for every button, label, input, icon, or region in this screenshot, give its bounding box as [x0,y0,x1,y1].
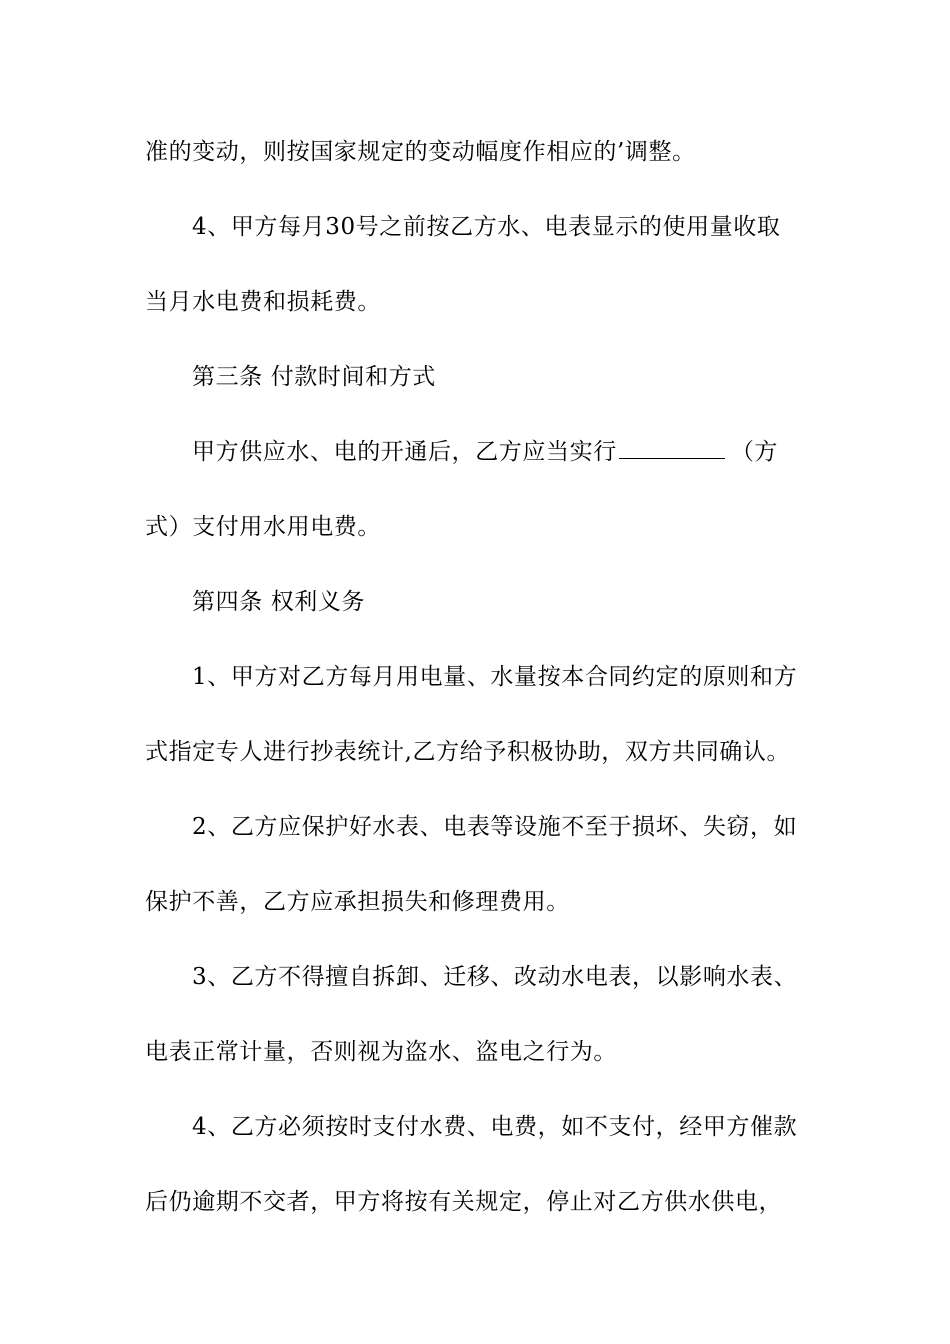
fill-in-blank [619,438,725,459]
section-heading: 第四条 权利义务 [192,589,366,615]
paragraph-line: 1、甲方对乙方每月用电量、水量按本合同约定的原则和方 [192,664,798,690]
paragraph-text: （方 [730,439,779,465]
paragraph-line: 式）支付用水用电费。 [145,514,381,540]
paragraph-line: 后仍逾期不交者，甲方将按有关规定，停止对乙方供水供电， [145,1189,783,1215]
paragraph-line: 3、乙方不得擅自拆卸、迁移、改动水电表，以影响水表、 [192,964,798,990]
paragraph-line: 4、甲方每月30号之前按乙方水、电表显示的使用量收取 [192,214,781,240]
paragraph-line: 4、乙方必须按时支付水费、电费，如不支付，经甲方催款 [192,1114,798,1140]
paragraph-line: 式指定专人进行抄表统计,乙方给予积极协助，双方共同确认。 [145,739,791,765]
paragraph-text: 甲方供应水、电的开通后，乙方应当实行 [192,439,617,465]
paragraph-line: 2、乙方应保护好水表、电表等设施不至于损坏、失窃，如 [192,814,798,840]
paragraph-line: 保护不善，乙方应承担损失和修理费用。 [145,889,570,915]
paragraph-line: 电表正常计量，否则视为盗水、盗电之行为。 [145,1039,617,1065]
paragraph-line: 当月水电费和损耗费。 [145,289,381,315]
paragraph-line: 准的变动，则按国家规定的变动幅度作相应的’调整。 [145,139,696,165]
section-heading: 第三条 付款时间和方式 [192,364,436,390]
paragraph-line [192,437,872,467]
